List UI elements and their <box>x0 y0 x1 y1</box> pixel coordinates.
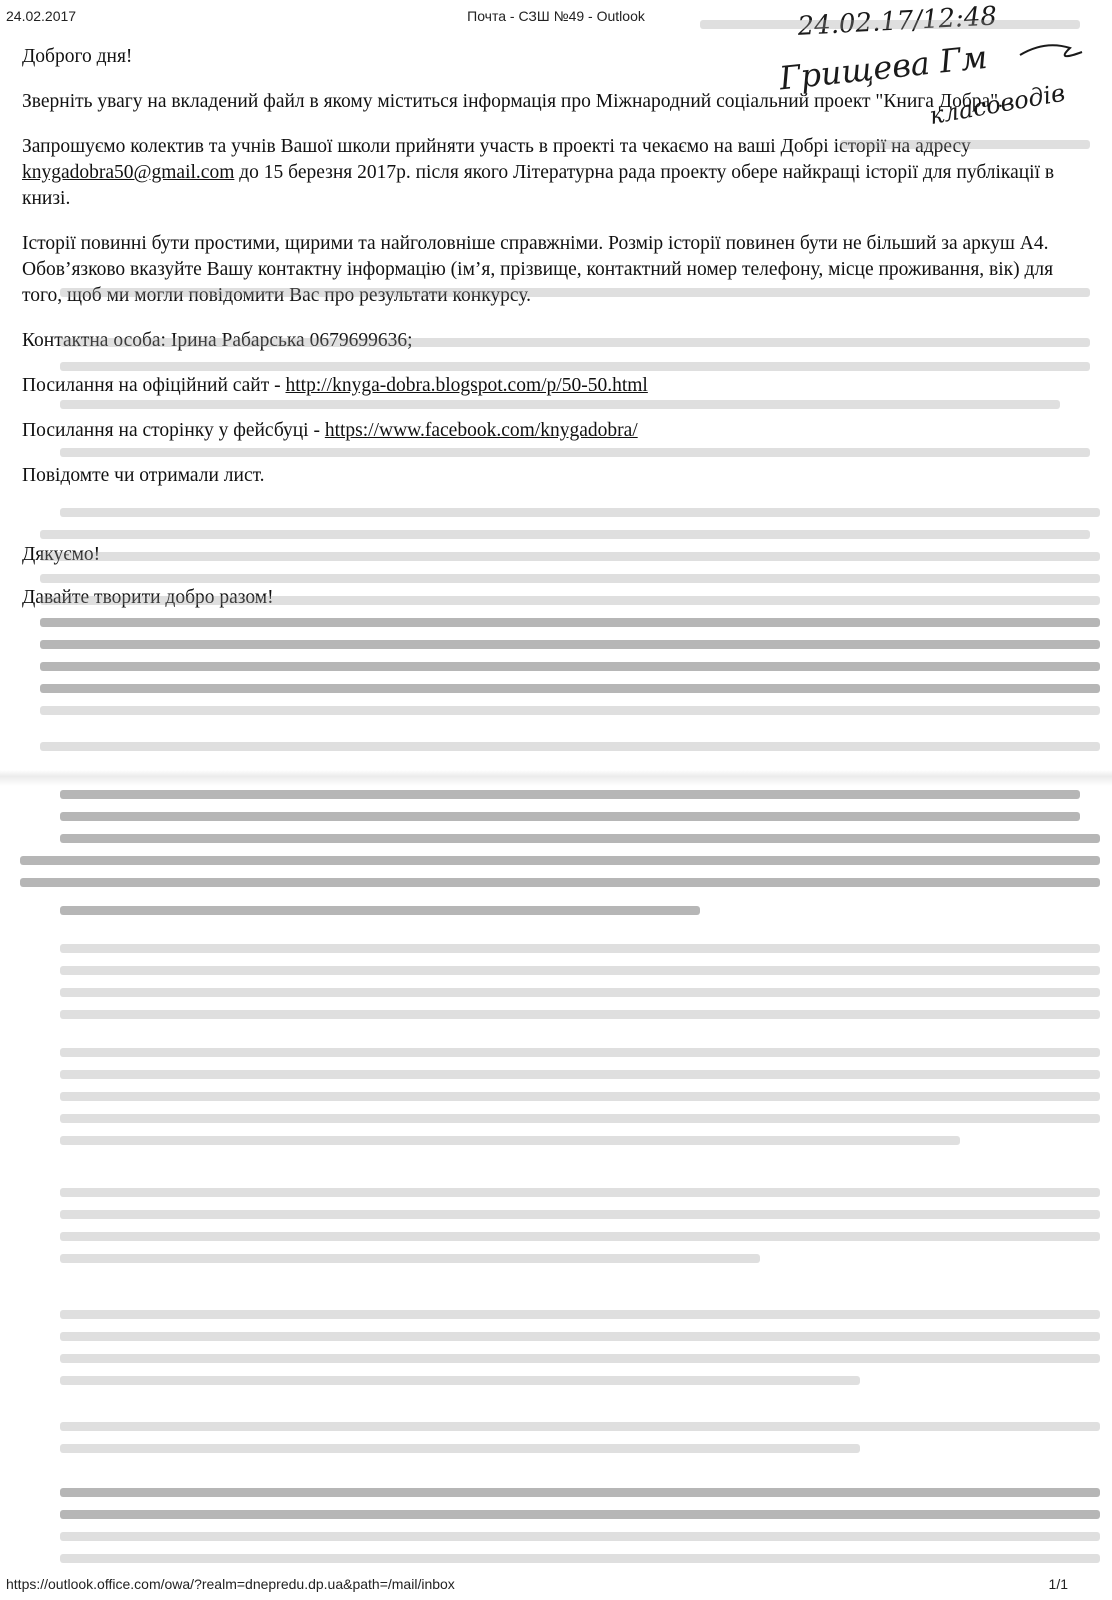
bleed-line <box>60 1488 1100 1497</box>
official-site-link[interactable]: http://knyga-dobra.blogspot.com/p/50-50.html <box>285 375 648 396</box>
handwritten-line-1: 24.02.17/12:48 <box>796 1 998 42</box>
bleed-line <box>60 1254 760 1263</box>
paragraph-attachment: Зверніть увагу на вкладений файл в якому міститься інформація про Міжнародний соціальний проект "Книга Добра". <box>22 91 1004 112</box>
bleed-line <box>60 1010 1100 1019</box>
greeting: Доброго дня! <box>22 46 133 67</box>
bleed-line <box>60 1354 1100 1363</box>
bleed-line <box>40 706 1100 715</box>
bleed-line <box>40 684 1100 693</box>
bleed-line <box>60 906 700 915</box>
bleed-line <box>60 1532 1100 1541</box>
print-date: 24.02.2017 <box>6 8 77 24</box>
contact-person: Контактна особа: Ірина Рабарська 0679699636; <box>22 330 413 351</box>
print-footer <box>0 1576 1112 1596</box>
bleed-line <box>60 1048 1100 1057</box>
bleed-line <box>60 1332 1100 1341</box>
email-body <box>22 44 1082 611</box>
bleed-line <box>20 878 1100 887</box>
official-site-label: Посилання на офіційний сайт - <box>22 375 286 396</box>
closing: Давайте творити добро разом! <box>22 587 274 608</box>
bleed-line <box>60 1444 860 1453</box>
paragraph-requirements: Історії повинні бути простими, щирими та найголовніше справжніми. Розмір історії повинен бути не більший за аркуш А4. Обов’язково вказуйте Вашу контактну інформацію (ім’я, прізвище, контактний номер телефону, місце проживання, вік) для того, щоб ми могли повідомити Вас про результати конкурсу. <box>22 233 1054 306</box>
bleed-line <box>40 662 1100 671</box>
spacer <box>22 508 1082 542</box>
facebook-label: Посилання на сторінку у фейсбуці - <box>22 420 325 441</box>
thanks: Дякуємо! <box>22 544 101 565</box>
paragraph-invitation <box>22 134 1082 212</box>
bleed-line <box>60 1232 1100 1241</box>
bleed-line <box>60 1114 1100 1123</box>
handwritten-line-3: класоводів <box>927 78 1068 130</box>
bleed-line <box>60 1510 1100 1519</box>
bleed-line <box>60 988 1100 997</box>
bleed-line <box>60 1188 1100 1197</box>
notify-request: Повідомте чи отримали лист. <box>22 465 265 486</box>
spacer <box>22 568 1082 585</box>
bleed-line <box>60 834 1100 843</box>
email-address-link[interactable]: knygadobra50@gmail.com <box>22 162 235 183</box>
handwritten-line-2: Грищева Гм <box>777 37 990 98</box>
paper-fold <box>0 770 1112 786</box>
invitation-text-start: Запрошуємо колектив та учнів Вашої школи прийняти участь в проекті та чекаємо на ваші Добрі історії на адресу <box>22 136 971 157</box>
bleed-line <box>60 966 1100 975</box>
bleed-line <box>40 640 1100 649</box>
official-site-line <box>22 373 1082 399</box>
invitation-text-end: до 15 березня 2017р. після якого Літературна рада проекту обере найкращі історії для публікації в книзі. <box>22 162 1055 209</box>
bleed-line <box>60 1092 1100 1101</box>
bleed-line <box>60 1210 1100 1219</box>
bleed-line <box>40 618 1100 627</box>
bleed-line <box>60 1310 1100 1319</box>
print-title: Почта - СЗШ №49 - Outlook <box>467 8 645 24</box>
bleed-line <box>20 856 1100 865</box>
bleed-line <box>60 1554 1100 1563</box>
facebook-link[interactable]: https://www.facebook.com/knygadobra/ <box>324 420 638 441</box>
page-number: 1/1 <box>1048 1576 1068 1592</box>
bleed-line <box>60 812 1080 821</box>
bleed-line <box>60 1070 1100 1079</box>
print-url: https://outlook.office.com/owa/?realm=dnepredu.dp.ua&path=/mail/inbox <box>6 1576 455 1592</box>
facebook-line <box>22 418 1082 444</box>
bleed-line <box>40 742 1100 751</box>
bleed-line <box>60 1422 1100 1431</box>
bleed-line <box>60 1376 860 1385</box>
bleed-line <box>60 790 1080 799</box>
bleed-line <box>60 944 1100 953</box>
bleed-line <box>60 1136 960 1145</box>
